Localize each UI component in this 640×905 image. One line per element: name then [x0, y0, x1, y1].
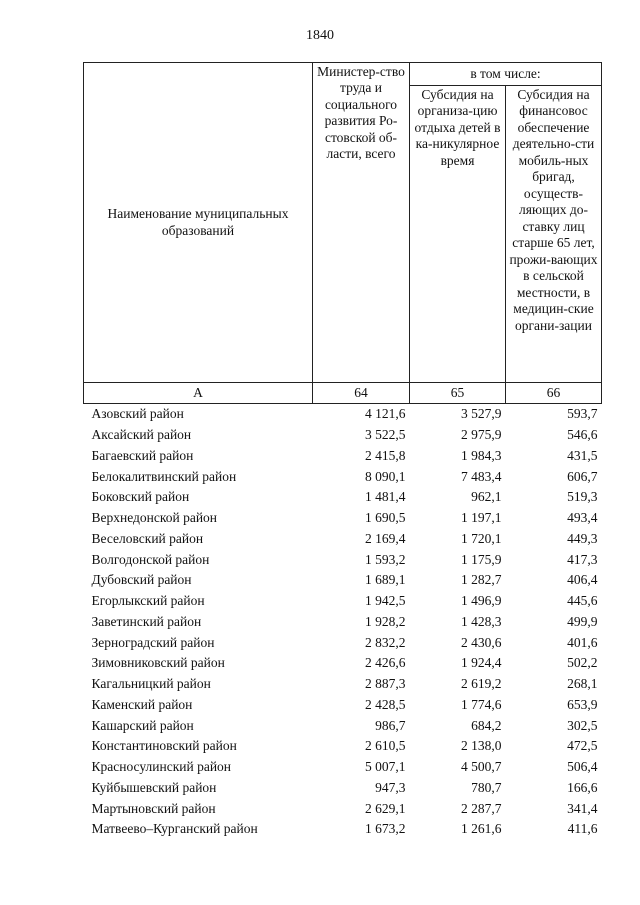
subsidy-rest-value: 1 496,9 [461, 593, 502, 609]
total-value: 1 689,1 [365, 572, 406, 588]
total-value: 2 610,5 [365, 738, 406, 754]
total-value: 2 629,1 [365, 800, 406, 816]
subsidy-rest-value: 3 527,9 [461, 406, 502, 422]
subsidy-brigades-value: 268,1 [567, 676, 598, 692]
page-number: 1840 [306, 28, 334, 43]
municipality-name: Зерноградский район [91, 634, 215, 650]
subsidy-brigades-value: 431,5 [567, 447, 598, 463]
header-subsidy-mobile-brigades: Субсидия на финансовос обеспечение деятельно-сти мобиль-ных бригад, осуществ-ляющих до-ставку лиц старше 65 лет, прожи-вающих в сельской местности, в медицин-ские органи-зации [506, 86, 602, 383]
subsidy-rest-value: 1 924,4 [461, 655, 502, 671]
municipality-name: Красносулинский район [91, 759, 232, 775]
table-row [84, 570, 602, 591]
total-value: 2 887,3 [365, 676, 406, 692]
municipality-name: Аксайский район [91, 427, 192, 443]
municipality-name: Белокалитвинский район [91, 468, 237, 484]
total-value: 1 593,2 [365, 551, 406, 567]
municipality-name: Каменский район [91, 696, 193, 712]
index-cell-66: 66 [506, 383, 602, 404]
municipality-name: Константиновский район [91, 738, 237, 754]
total-value: 1 481,4 [365, 489, 406, 505]
subsidy-brigades-value: 519,3 [567, 489, 598, 505]
subsidy-brigades-value: 502,2 [567, 655, 598, 671]
total-value: 1 690,5 [365, 510, 406, 526]
municipality-name: Дубовский район [91, 572, 192, 588]
total-value: 2 169,4 [365, 530, 406, 546]
municipality-name: Матвеево–Курганский район [91, 821, 258, 837]
subsidy-rest-value: 780,7 [471, 779, 502, 795]
subsidy-brigades-value: 406,4 [567, 572, 598, 588]
total-value: 2 832,2 [365, 634, 406, 650]
table-row [84, 798, 602, 819]
municipality-name: Мартыновский район [91, 800, 216, 816]
subsidy-rest-value: 7 483,4 [461, 468, 502, 484]
subsidy-brigades-value: 499,9 [567, 613, 598, 629]
municipality-name: Кашарский район [91, 717, 194, 733]
table-row [84, 695, 602, 716]
total-value: 1 942,5 [365, 593, 406, 609]
subsidy-rest-value: 2 430,6 [461, 634, 502, 650]
total-value: 2 426,6 [365, 655, 406, 671]
table-row [84, 653, 602, 674]
total-value: 2 415,8 [365, 447, 406, 463]
table-row [84, 404, 602, 425]
subsidy-rest-value: 1 984,3 [461, 447, 502, 463]
total-value: 5 007,1 [365, 759, 406, 775]
index-cell-a: А [84, 383, 313, 404]
subsidy-brigades-value: 606,7 [567, 468, 598, 484]
table-row [84, 446, 602, 467]
subsidy-rest-value: 1 428,3 [461, 613, 502, 629]
total-value: 8 090,1 [365, 468, 406, 484]
table-row [84, 674, 602, 695]
total-value: 986,7 [375, 717, 406, 733]
table-row [84, 819, 602, 840]
subsidy-rest-value: 1 261,6 [461, 821, 502, 837]
total-value: 1 928,2 [365, 613, 406, 629]
table-row [84, 487, 602, 508]
table-row [84, 612, 602, 633]
header-municipality: Наименование муниципальных образований [84, 63, 313, 383]
municipality-name: Зимовниковский район [91, 655, 225, 671]
subsidy-rest-value: 4 500,7 [461, 759, 502, 775]
subsidy-brigades-value: 341,4 [567, 800, 598, 816]
subsidy-rest-value: 1 197,1 [461, 510, 502, 526]
subsidy-brigades-value: 302,5 [567, 717, 598, 733]
subsidy-rest-value: 1 774,6 [461, 696, 502, 712]
subsidy-rest-value: 684,2 [471, 717, 502, 733]
subsidy-brigades-value: 493,4 [567, 510, 598, 526]
subsidy-rest-value: 1 282,7 [461, 572, 502, 588]
subsidy-rest-value: 2 619,2 [461, 676, 502, 692]
header-including: в том числе: [410, 63, 602, 86]
subsidy-brigades-value: 449,3 [567, 530, 598, 546]
subsidy-brigades-value: 445,6 [567, 593, 598, 609]
municipality-name: Азовский район [91, 406, 184, 422]
total-value: 2 428,5 [365, 696, 406, 712]
table-row [84, 632, 602, 653]
municipality-name: Заветинский район [91, 613, 202, 629]
subsidy-brigades-value: 546,6 [567, 427, 598, 443]
subsidy-brigades-value: 472,5 [567, 738, 598, 754]
budget-table [83, 62, 602, 840]
municipality-name: Верхнедонской район [91, 510, 218, 526]
header-subsidy-children-rest: Субсидия на организа-цию отдыха детей в ка-никулярное время [410, 86, 506, 383]
table-body [84, 404, 602, 840]
index-cell-65: 65 [410, 383, 506, 404]
subsidy-brigades-value: 417,3 [567, 551, 598, 567]
table-row [84, 591, 602, 612]
municipality-name: Веселовский район [91, 530, 204, 546]
municipality-name: Боковский район [91, 489, 190, 505]
municipality-name: Багаевский район [91, 447, 194, 463]
subsidy-brigades-value: 593,7 [567, 406, 598, 422]
municipality-name: Кагальницкий район [91, 676, 211, 692]
table-row [84, 715, 602, 736]
subsidy-brigades-value: 506,4 [567, 759, 598, 775]
subsidy-rest-value: 2 138,0 [461, 738, 502, 754]
subsidy-brigades-value: 166,6 [567, 779, 598, 795]
subsidy-brigades-value: 653,9 [567, 696, 598, 712]
table-row [84, 466, 602, 487]
subsidy-rest-value: 962,1 [471, 489, 502, 505]
table-row [84, 736, 602, 757]
table-row [84, 549, 602, 570]
subsidy-brigades-value: 401,6 [567, 634, 598, 650]
municipality-name: Куйбышевский район [91, 779, 217, 795]
total-value: 4 121,6 [365, 406, 406, 422]
table-row [84, 425, 602, 446]
table-row [84, 778, 602, 799]
subsidy-rest-value: 1 175,9 [461, 551, 502, 567]
subsidy-rest-value: 2 287,7 [461, 800, 502, 816]
subsidy-rest-value: 2 975,9 [461, 427, 502, 443]
total-value: 947,3 [375, 779, 406, 795]
table-row [84, 757, 602, 778]
header-ministry-total: Министер-ство труда и социального развития Ро-стовской об-ласти, всего [313, 63, 410, 383]
index-cell-64: 64 [313, 383, 410, 404]
total-value: 1 673,2 [365, 821, 406, 837]
subsidy-brigades-value: 411,6 [567, 821, 598, 837]
municipality-name: Егорлыкский район [91, 593, 205, 609]
municipality-name: Волгодонской район [91, 551, 210, 567]
table-row [84, 529, 602, 550]
table-row [84, 508, 602, 529]
subsidy-rest-value: 1 720,1 [461, 530, 502, 546]
total-value: 3 522,5 [365, 427, 406, 443]
